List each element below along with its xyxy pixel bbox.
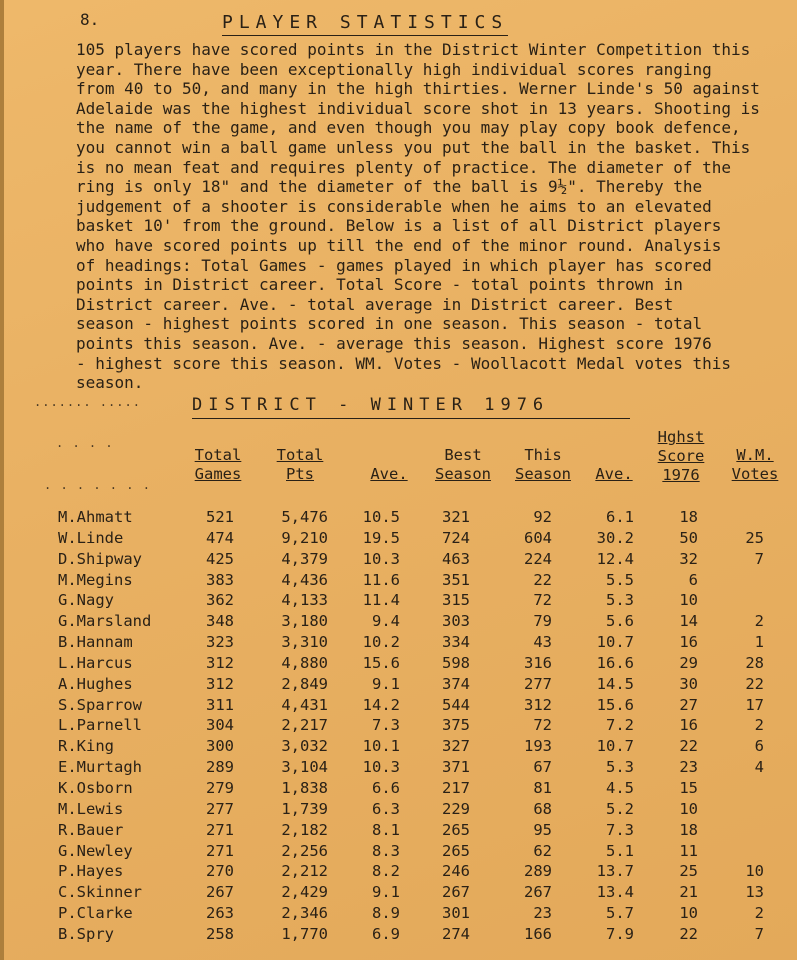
cell-hs: 23 (679, 758, 698, 777)
cell-this: 267 (524, 883, 552, 902)
table-row (4, 883, 797, 904)
cell-ave: 8.9 (372, 904, 400, 923)
header-text: Season (435, 465, 491, 483)
page-title: PLAYER STATISTICS (222, 12, 508, 36)
intro-line: of headings: Total Games - games played in which player has scored (76, 255, 712, 275)
cell-ave2: 10.7 (596, 737, 634, 756)
player-name: W.Linde (58, 528, 124, 547)
cell-wm: 7 (754, 549, 764, 568)
cell-games: 300 (206, 737, 234, 756)
cell-this: 81 (533, 778, 552, 797)
table-row (4, 508, 797, 529)
intro-line: points this season. Ave. - average this season. Highest score 1976 (76, 333, 712, 353)
cell-ave: 9.1 (372, 674, 400, 693)
cell-ave: 10.3 (362, 758, 400, 777)
cell-best: 327 (442, 737, 470, 756)
cell-ave2: 13.7 (596, 862, 634, 881)
table-row (4, 904, 797, 925)
header-text: Ave. (370, 465, 408, 483)
cell-pts: 2,849 (281, 674, 328, 693)
cell-ave2: 7.2 (606, 716, 634, 735)
player-name: M.Lewis (58, 799, 124, 818)
cell-pts: 3,104 (281, 758, 328, 777)
intro-line: year. There have been exceptionally high individual scores ranging (76, 59, 712, 79)
player-name: R.King (58, 737, 114, 756)
cell-best: 315 (442, 591, 470, 610)
divider-dots: . . . . . . . (44, 478, 151, 492)
cell-ave: 10.1 (362, 737, 400, 756)
cell-this: 224 (524, 549, 552, 568)
player-name: A.Hughes (58, 674, 133, 693)
cell-wm: 2 (754, 716, 764, 735)
cell-wm: 4 (754, 758, 764, 777)
cell-ave2: 14.5 (596, 674, 634, 693)
cell-ave: 19.5 (362, 528, 400, 547)
cell-games: 425 (206, 549, 234, 568)
cell-hs: 11 (679, 841, 698, 860)
cell-games: 279 (206, 778, 234, 797)
intro-line: the name of the game, and even though you may play copy book defence, (76, 118, 741, 138)
cell-this: 23 (533, 904, 552, 923)
cell-best: 265 (442, 820, 470, 839)
player-name: K.Osborn (58, 778, 133, 797)
cell-pts: 4,880 (281, 653, 328, 672)
cell-wm: 2 (754, 612, 764, 631)
cell-best: 267 (442, 883, 470, 902)
cell-ave: 8.1 (372, 820, 400, 839)
header-ave-season (590, 465, 638, 484)
cell-pts: 2,182 (281, 820, 328, 839)
cell-ave: 10.2 (362, 633, 400, 652)
cell-hs: 22 (679, 737, 698, 756)
intro-line: season - highest points scored in one season. This season - total (76, 314, 703, 334)
table-row (4, 675, 797, 696)
cell-hs: 27 (679, 695, 698, 714)
cell-best: 265 (442, 841, 470, 860)
table-row (4, 925, 797, 946)
cell-games: 258 (206, 924, 234, 943)
cell-this: 166 (524, 924, 552, 943)
cell-this: 67 (533, 758, 552, 777)
section-title: DISTRICT - WINTER 1976 (192, 395, 550, 415)
cell-ave: 14.2 (362, 695, 400, 714)
cell-ave: 7.3 (372, 716, 400, 735)
header-text: W.M. (736, 446, 774, 464)
cell-games: 312 (206, 674, 234, 693)
cell-wm: 7 (754, 924, 764, 943)
cell-pts: 9,210 (281, 528, 328, 547)
cell-ave: 11.6 (362, 570, 400, 589)
cell-ave2: 5.2 (606, 799, 634, 818)
header-text: Ave. (595, 465, 633, 483)
player-name: M.Megins (58, 570, 133, 589)
cell-games: 289 (206, 758, 234, 777)
cell-games: 271 (206, 820, 234, 839)
cell-pts: 5,476 (281, 508, 328, 526)
table-row (4, 529, 797, 550)
cell-best: 229 (442, 799, 470, 818)
intro-line: Adelaide was the highest individual score shot in 13 years. Shooting is (76, 98, 760, 118)
cell-best: 371 (442, 758, 470, 777)
player-name: M.Ahmatt (58, 508, 133, 526)
cell-ave2: 12.4 (596, 549, 634, 568)
cell-ave: 6.6 (372, 778, 400, 797)
header-text: 1976 (662, 466, 700, 484)
cell-this: 79 (533, 612, 552, 631)
intro-paragraph (76, 40, 776, 393)
cell-ave: 10.3 (362, 549, 400, 568)
cell-pts: 4,133 (281, 591, 328, 610)
table-row (4, 737, 797, 758)
cell-best: 463 (442, 549, 470, 568)
cell-ave2: 4.5 (606, 778, 634, 797)
cell-hs: 25 (679, 862, 698, 881)
cell-ave2: 7.9 (606, 924, 634, 943)
cell-games: 362 (206, 591, 234, 610)
cell-wm: 17 (745, 695, 764, 714)
header-text: Best (444, 446, 482, 464)
intro-line: from 40 to 50, and many in the high thirties. Werner Linde's 50 against (76, 79, 760, 99)
cell-games: 521 (206, 508, 234, 526)
header-this-season (510, 446, 576, 484)
header-text: Games (194, 465, 242, 483)
player-name: P.Clarke (58, 904, 133, 923)
header-text: Score (657, 447, 705, 465)
cell-best: 334 (442, 633, 470, 652)
cell-best: 724 (442, 528, 470, 547)
cell-this: 289 (524, 862, 552, 881)
cell-pts: 2,429 (281, 883, 328, 902)
cell-games: 323 (206, 633, 234, 652)
cell-ave: 11.4 (362, 591, 400, 610)
cell-best: 246 (442, 862, 470, 881)
header-total-games (188, 446, 248, 484)
table-row (4, 862, 797, 883)
cell-this: 62 (533, 841, 552, 860)
stats-table (4, 508, 797, 946)
cell-games: 312 (206, 653, 234, 672)
cell-games: 263 (206, 904, 234, 923)
cell-this: 193 (524, 737, 552, 756)
cell-this: 22 (533, 570, 552, 589)
header-text: Total (194, 446, 242, 464)
cell-ave: 9.1 (372, 883, 400, 902)
cell-hs: 16 (679, 633, 698, 652)
intro-line: District career. Ave. - total average in District career. Best (76, 294, 674, 314)
section-underline (192, 418, 630, 419)
cell-pts: 2,256 (281, 841, 328, 860)
cell-ave: 8.3 (372, 841, 400, 860)
cell-hs: 50 (679, 528, 698, 547)
player-name: C.Skinner (58, 883, 142, 902)
cell-ave2: 30.2 (596, 528, 634, 547)
cell-this: 72 (533, 716, 552, 735)
cell-pts: 3,180 (281, 612, 328, 631)
cell-pts: 4,436 (281, 570, 328, 589)
cell-this: 312 (524, 695, 552, 714)
cell-ave: 6.9 (372, 924, 400, 943)
intro-line: is no mean feat and requires plenty of practice. The diameter of the (76, 157, 732, 177)
table-row (4, 758, 797, 779)
cell-pts: 1,838 (281, 778, 328, 797)
cell-games: 277 (206, 799, 234, 818)
cell-this: 95 (533, 820, 552, 839)
player-name: G.Nagy (58, 591, 114, 610)
cell-best: 375 (442, 716, 470, 735)
player-name: R.Bauer (58, 820, 124, 839)
cell-ave2: 15.6 (596, 695, 634, 714)
cell-wm: 28 (745, 653, 764, 672)
header-text: Total (276, 446, 324, 464)
cell-games: 304 (206, 716, 234, 735)
cell-pts: 2,212 (281, 862, 328, 881)
cell-this: 43 (533, 633, 552, 652)
cell-this: 604 (524, 528, 552, 547)
intro-line: points in District career. Total Score - total points thrown in (76, 275, 683, 295)
cell-pts: 4,379 (281, 549, 328, 568)
cell-ave2: 13.4 (596, 883, 634, 902)
cell-hs: 6 (688, 570, 698, 589)
cell-wm: 25 (745, 528, 764, 547)
cell-ave: 10.5 (362, 508, 400, 526)
table-row (4, 571, 797, 592)
cell-this: 72 (533, 591, 552, 610)
header-text: Pts (286, 465, 314, 483)
table-row (4, 842, 797, 863)
divider-dots: . . . . (56, 436, 114, 450)
cell-games: 271 (206, 841, 234, 860)
player-name: B.Spry (58, 924, 114, 943)
intro-line: - highest score this season. WM. Votes - Woollacott Medal votes this (76, 353, 732, 373)
cell-wm: 1 (754, 633, 764, 652)
intro-line: 105 players have scored points in the District Winter Competition this (76, 40, 751, 59)
header-wm-votes (726, 446, 784, 484)
section-heading (192, 395, 630, 419)
table-row (4, 800, 797, 821)
header-best-season (430, 446, 496, 484)
cell-hs: 21 (679, 883, 698, 902)
intro-line: you cannot win a ball game unless you put the ball in the basket. This (76, 137, 751, 157)
cell-ave2: 16.6 (596, 653, 634, 672)
table-row (4, 779, 797, 800)
header-text: Votes (731, 465, 779, 483)
table-row (4, 654, 797, 675)
cell-pts: 2,217 (281, 716, 328, 735)
header-ave (364, 465, 414, 484)
cell-hs: 14 (679, 612, 698, 631)
intro-line: season. (76, 373, 144, 393)
cell-games: 270 (206, 862, 234, 881)
player-name: G.Marsland (58, 612, 152, 631)
player-name: L.Harcus (58, 653, 133, 672)
cell-hs: 15 (679, 778, 698, 797)
cell-games: 474 (206, 528, 234, 547)
cell-games: 383 (206, 570, 234, 589)
header-text: Season (515, 465, 571, 483)
header-text: This (524, 446, 562, 464)
cell-hs: 29 (679, 653, 698, 672)
cell-pts: 1,739 (281, 799, 328, 818)
cell-this: 316 (524, 653, 552, 672)
cell-ave2: 5.7 (606, 904, 634, 923)
page-number: 8. (80, 10, 100, 29)
cell-ave2: 7.3 (606, 820, 634, 839)
cell-games: 267 (206, 883, 234, 902)
divider-dots: ....... ..... (34, 395, 141, 409)
cell-best: 351 (442, 570, 470, 589)
cell-pts: 2,346 (281, 904, 328, 923)
cell-ave: 8.2 (372, 862, 400, 881)
header-highest-score (650, 428, 712, 485)
cell-best: 374 (442, 674, 470, 693)
cell-wm: 2 (754, 904, 764, 923)
player-name: B.Hannam (58, 633, 133, 652)
table-row (4, 591, 797, 612)
intro-line: basket 10' from the ground. Below is a list of all District players (76, 216, 722, 236)
cell-hs: 32 (679, 549, 698, 568)
cell-wm: 6 (754, 737, 764, 756)
cell-hs: 18 (679, 508, 698, 526)
player-name: P.Hayes (58, 862, 124, 881)
cell-ave2: 5.5 (606, 570, 634, 589)
table-row (4, 696, 797, 717)
cell-best: 303 (442, 612, 470, 631)
player-name: E.Murtagh (58, 758, 142, 777)
cell-ave2: 5.3 (606, 758, 634, 777)
cell-pts: 1,770 (281, 924, 328, 943)
cell-wm: 22 (745, 674, 764, 693)
cell-games: 348 (206, 612, 234, 631)
header-total-pts (268, 446, 332, 484)
intro-line: who have scored points up till the end of the minor round. Analysis (76, 235, 722, 255)
table-row (4, 716, 797, 737)
cell-hs: 22 (679, 924, 698, 943)
cell-best: 321 (442, 508, 470, 526)
table-row (4, 821, 797, 842)
cell-this: 68 (533, 799, 552, 818)
player-name: D.Shipway (58, 549, 142, 568)
cell-hs: 10 (679, 904, 698, 923)
table-row (4, 633, 797, 654)
table-row (4, 550, 797, 571)
player-name: G.Newley (58, 841, 133, 860)
header-text: Hghst (657, 428, 705, 446)
cell-ave2: 5.6 (606, 612, 634, 631)
cell-ave2: 5.3 (606, 591, 634, 610)
cell-this: 92 (533, 508, 552, 526)
cell-pts: 3,310 (281, 633, 328, 652)
cell-ave: 6.3 (372, 799, 400, 818)
cell-ave2: 5.1 (606, 841, 634, 860)
cell-ave: 9.4 (372, 612, 400, 631)
cell-this: 277 (524, 674, 552, 693)
cell-wm: 13 (745, 883, 764, 902)
cell-ave2: 10.7 (596, 633, 634, 652)
player-name: L.Parnell (58, 716, 142, 735)
cell-ave2: 6.1 (606, 508, 634, 526)
cell-best: 217 (442, 778, 470, 797)
cell-hs: 18 (679, 820, 698, 839)
cell-hs: 10 (679, 591, 698, 610)
cell-best: 598 (442, 653, 470, 672)
cell-games: 311 (206, 695, 234, 714)
cell-wm: 10 (745, 862, 764, 881)
cell-pts: 3,032 (281, 737, 328, 756)
table-row (4, 612, 797, 633)
cell-hs: 10 (679, 799, 698, 818)
document-page (4, 0, 797, 960)
cell-ave: 15.6 (362, 653, 400, 672)
intro-line: ring is only 18" and the diameter of the ball is 9½". Thereby the (76, 177, 703, 197)
cell-hs: 30 (679, 674, 698, 693)
cell-best: 274 (442, 924, 470, 943)
cell-best: 301 (442, 904, 470, 923)
intro-line: judgement of a shooter is considerable when he aims to an elevated (76, 196, 712, 216)
cell-pts: 4,431 (281, 695, 328, 714)
cell-hs: 16 (679, 716, 698, 735)
cell-best: 544 (442, 695, 470, 714)
player-name: S.Sparrow (58, 695, 142, 714)
